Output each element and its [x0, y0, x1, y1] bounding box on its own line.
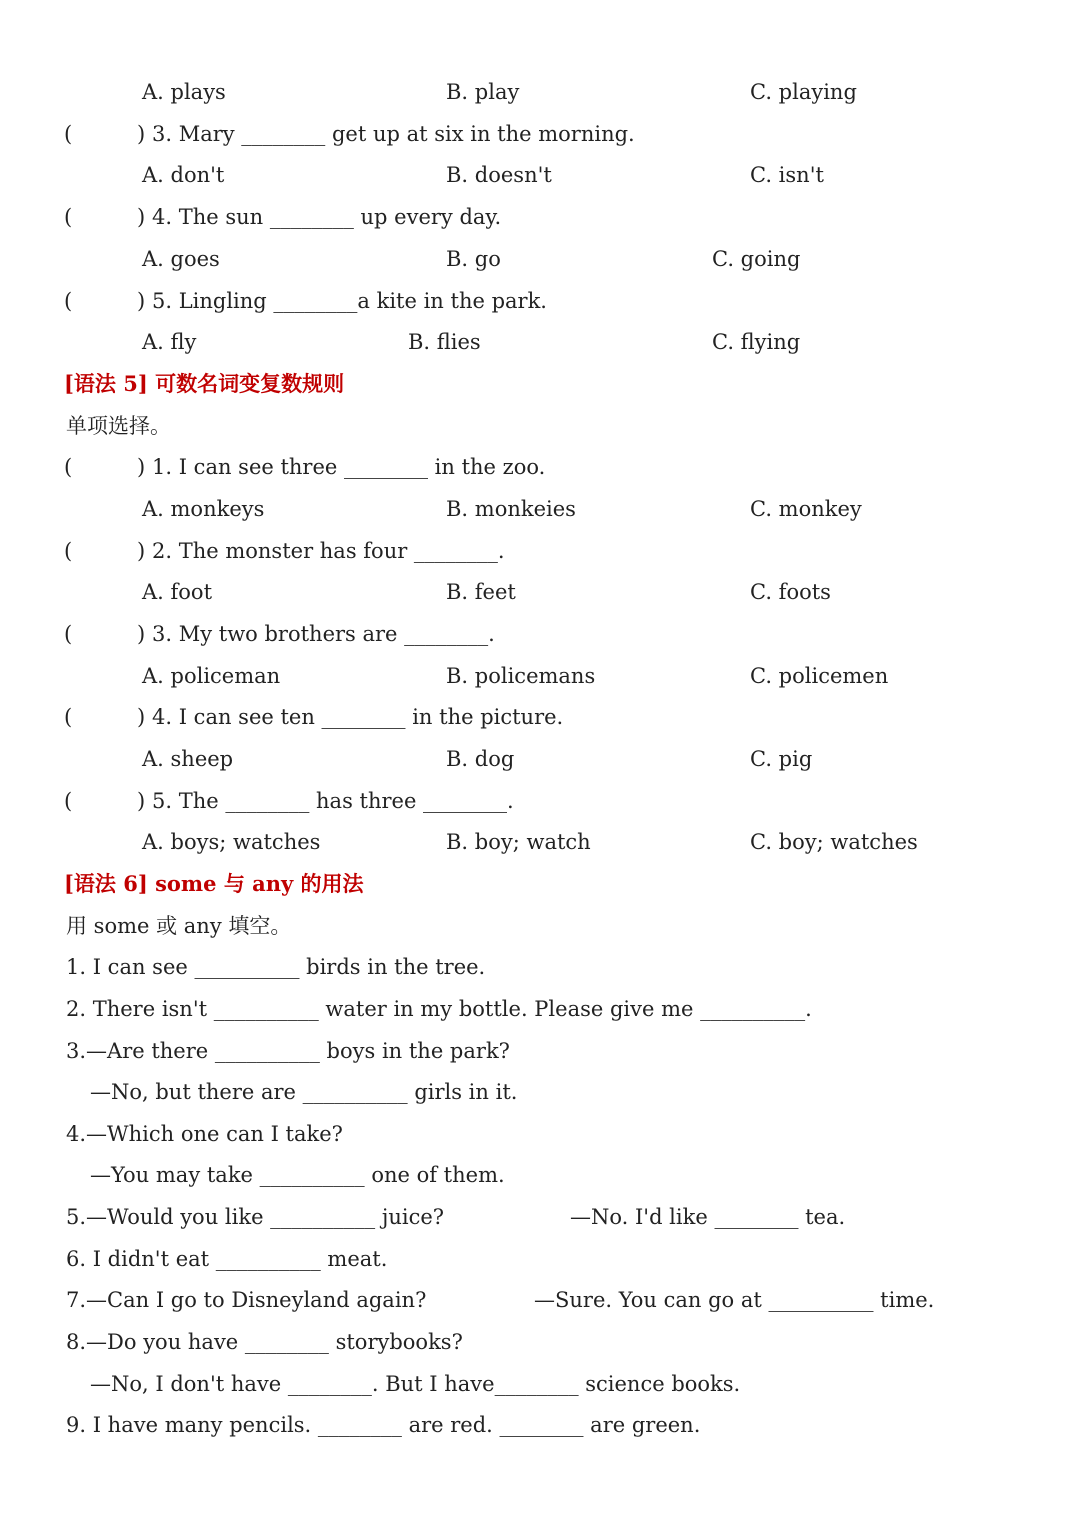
section-heading: [语法 6] some 与 any 的用法	[64, 871, 364, 896]
option-a: A. policeman	[142, 664, 281, 688]
answer-paren-close: )	[137, 539, 146, 563]
fill-blank-reply: —No. I'd like ________ tea.	[570, 1205, 846, 1229]
question-row	[0, 616, 1080, 652]
question-text: 3. My two brothers are ________.	[152, 622, 495, 646]
answer-paren-close: )	[137, 789, 146, 813]
fill-blank-row	[0, 1157, 1080, 1193]
option-c: C. monkey	[750, 497, 862, 521]
question-text: 1. I can see three ________ in the zoo.	[152, 455, 546, 479]
fill-blank-row	[0, 1366, 1080, 1402]
option-a: A. goes	[142, 247, 220, 271]
fill-blank-row	[0, 1282, 1080, 1318]
answer-paren-open: (	[64, 289, 73, 313]
option-b: B. play	[446, 80, 520, 104]
fill-blank-row	[0, 1199, 1080, 1235]
fill-blank-reply: —No, but there are __________ girls in it.	[90, 1080, 518, 1104]
fill-blank-row	[0, 949, 1080, 985]
option-c: C. boy; watches	[750, 830, 918, 854]
options-row	[0, 241, 1080, 277]
answer-paren-close: )	[137, 205, 146, 229]
option-a: A. fly	[142, 330, 197, 354]
option-c: C. foots	[750, 580, 831, 604]
fill-blank-row	[0, 991, 1080, 1027]
question-row	[0, 699, 1080, 735]
options-row	[0, 824, 1080, 860]
option-b: B. dog	[446, 747, 515, 771]
option-a: A. plays	[142, 80, 226, 104]
fill-blank-text: 9. I have many pencils. ________ are red. ________ are green.	[66, 1413, 701, 1437]
option-a: A. boys; watches	[142, 830, 321, 854]
option-c: C. playing	[750, 80, 857, 104]
fill-blank-reply: —Sure. You can go at __________ time.	[534, 1288, 935, 1312]
answer-paren-open: (	[64, 622, 73, 646]
answer-paren-open: (	[64, 455, 73, 479]
question-row	[0, 449, 1080, 485]
answer-paren-close: )	[137, 122, 146, 146]
option-c: C. going	[712, 247, 801, 271]
option-b: B. go	[446, 247, 501, 271]
answer-paren-close: )	[137, 705, 146, 729]
option-b: B. boy; watch	[446, 830, 591, 854]
question-text: 4. I can see ten ________ in the picture.	[152, 705, 564, 729]
answer-paren-open: (	[64, 789, 73, 813]
fill-blank-text: 5.—Would you like __________ juice?	[66, 1205, 445, 1229]
fill-blank-text: 4.—Which one can I take?	[66, 1122, 343, 1146]
option-a: A. sheep	[142, 747, 234, 771]
question-row	[0, 533, 1080, 569]
option-b: B. monkeies	[446, 497, 576, 521]
option-b: B. policemans	[446, 664, 596, 688]
options-row	[0, 658, 1080, 694]
option-a: A. monkeys	[142, 497, 265, 521]
question-row	[0, 283, 1080, 319]
fill-blank-text: 3.—Are there __________ boys in the park?	[66, 1039, 510, 1063]
section-instruction: 单项选择。	[66, 414, 171, 438]
question-row	[0, 783, 1080, 819]
option-b: B. doesn't	[446, 163, 552, 187]
question-text: 4. The sun ________ up every day.	[152, 205, 502, 229]
answer-paren-open: (	[64, 539, 73, 563]
question-text: 2. The monster has four ________.	[152, 539, 505, 563]
option-c: C. pig	[750, 747, 813, 771]
fill-blank-reply: —You may take __________ one of them.	[90, 1163, 505, 1187]
fill-blank-text: 1. I can see __________ birds in the tree.	[66, 955, 486, 979]
option-a: A. foot	[142, 580, 213, 604]
fill-blank-row	[0, 1241, 1080, 1277]
instruction-row	[0, 408, 1080, 444]
fill-blank-row	[0, 1033, 1080, 1069]
answer-paren-open: (	[64, 122, 73, 146]
options-row	[0, 574, 1080, 610]
fill-blank-text: 7.—Can I go to Disneyland again?	[66, 1288, 427, 1312]
option-c: C. policemen	[750, 664, 889, 688]
option-c: C. flying	[712, 330, 801, 354]
fill-blank-text: 6. I didn't eat __________ meat.	[66, 1247, 388, 1271]
question-text: 3. Mary ________ get up at six in the morning.	[152, 122, 635, 146]
answer-paren-open: (	[64, 205, 73, 229]
options-row	[0, 74, 1080, 110]
question-row	[0, 199, 1080, 235]
question-text: 5. The ________ has three ________.	[152, 789, 514, 813]
option-c: C. isn't	[750, 163, 824, 187]
answer-paren-close: )	[137, 455, 146, 479]
fill-blank-text: 8.—Do you have ________ storybooks?	[66, 1330, 463, 1354]
answer-paren-close: )	[137, 622, 146, 646]
fill-blank-text: 2. There isn't __________ water in my bottle. Please give me __________.	[66, 997, 812, 1021]
section-instruction: 用 some 或 any 填空。	[66, 914, 292, 938]
fill-blank-row	[0, 1116, 1080, 1152]
question-row	[0, 116, 1080, 152]
options-row	[0, 324, 1080, 360]
options-row	[0, 491, 1080, 527]
answer-paren-close: )	[137, 289, 146, 313]
instruction-row	[0, 908, 1080, 944]
section-heading-row	[0, 366, 1080, 402]
option-a: A. don't	[142, 163, 225, 187]
option-b: B. feet	[446, 580, 516, 604]
fill-blank-row	[0, 1407, 1080, 1443]
section-heading: [语法 5] 可数名词变复数规则	[64, 371, 345, 396]
option-b: B. flies	[408, 330, 481, 354]
fill-blank-row	[0, 1324, 1080, 1360]
fill-blank-row	[0, 1074, 1080, 1110]
question-text: 5. Lingling ________a kite in the park.	[152, 289, 547, 313]
section-heading-row	[0, 866, 1080, 902]
options-row	[0, 741, 1080, 777]
options-row	[0, 157, 1080, 193]
fill-blank-reply: —No, I don't have ________. But I have________ science books.	[90, 1372, 741, 1396]
answer-paren-open: (	[64, 705, 73, 729]
